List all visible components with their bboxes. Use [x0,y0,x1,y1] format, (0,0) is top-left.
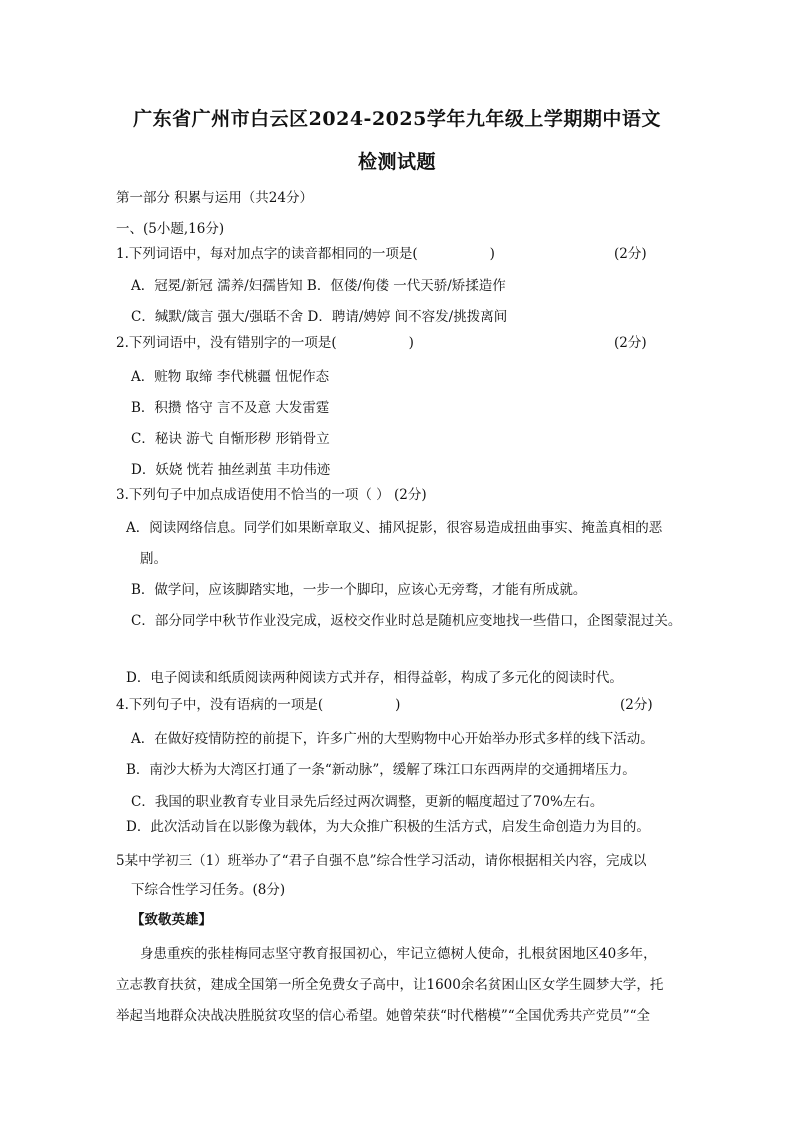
q4-option-c: C．我国的职业教育专业目录先后经过两次调整，更新的幅度超过了70%左右。 [131,794,604,810]
q3-option-d: D．电子阅读和纸质阅读两种阅读方式并存，相得益彰，构成了多元化的阅读时代。 [126,670,623,686]
section1-heading: 一、(5小题,16分) [116,221,225,237]
q4-stem-close: ) [395,697,401,713]
q3-option-b: B．做学问，应该脚踏实地，一步一个脚印，应该心无旁骛，才能有所成就。 [131,582,587,598]
q5-stem-line2: 下综合性学习任务。(8分) [131,882,286,898]
q4-stem [116,693,400,713]
q4-option-b: B．南沙大桥为大湾区打通了一条“新动脉”，缓解了珠江口东西两岸的交通拥堵压力。 [126,762,636,778]
q2-option-a: A．赃物 取缔 李代桃疆 忸怩作态 [131,369,330,385]
exam-title-line2: 检测试题 [357,151,436,173]
q5-passage-line2: 立志教育扶贫，建成全国第一所全免费女子高中，让1600余名贫困山区女学生圆梦大学，托 [116,977,664,993]
q4-option-a: A．在做好疫情防控的前提下，许多广州的大型购物中心开始举办形式多样的线下活动。 [131,731,654,747]
q4-stem-text: 4.下列句子中，没有语病的一项是( [116,697,324,713]
exam-title-line1: 广东省广州市白云区2024-2025学年九年级上学期期中语文 [133,108,661,130]
q3-option-c: C．部分同学中秋节作业没完成，返校交作业时总是随机应变地找一些借口，企图蒙混过关。 [131,613,682,629]
q5-stem-line1: 5某中学初三（1）班举办了“君子自强不息”综合性学习活动，请你根据相关内容，完成以 [116,853,647,869]
q2-stem [116,331,414,351]
q2-score: (2分) [614,335,647,351]
q1-option-cd: C．缄默/箴言 强大/强聒不舍 D．聘请/娉婷 间不容发/挑拨离间 [131,309,508,325]
q2-stem-text: 2.下列词语中，没有错别字的一项是( [116,335,337,351]
q1-option-ab: A．冠冕/新冠 濡养/妇孺皆知 B．伛偻/佝偻 一代天骄/矫揉造作 [131,278,506,294]
q1-stem-close: ) [489,246,495,262]
q5-passage-line3: 举起当地群众决战决胜脱贫攻坚的信心希望。她曾荣获“时代楷模”“全国优秀共产党员”“全 [116,1008,651,1024]
q1-stem-text: 1.下列词语中，每对加点字的读音都相同的一项是( [116,246,418,262]
q2-option-d: D．妖娆 恍若 抽丝剥茧 丰功伟迹 [131,462,331,478]
q1-score: (2分) [614,246,647,262]
q5-section-heading: 【致敬英雄】 [131,912,212,928]
part1-heading: 第一部分 积累与运用（共24分） [116,190,313,206]
q3-option-a-line1: A．阅读网络信息。同学们如果断章取义、捕风捉影，很容易造成扭曲事实、掩盖真相的恶 [126,520,663,536]
q2-option-c: C．秘诀 游弋 自惭形秽 形销骨立 [131,431,330,447]
q4-score: (2分) [620,697,653,713]
q5-passage-line1: 身患重疾的张桂梅同志坚守教育报国初心，牢记立德树人使命，扎根贫困地区40多年， [140,946,657,962]
q2-option-b: B．积攒 恪守 言不及意 大发雷霆 [131,400,330,416]
q2-stem-close: ) [408,335,414,351]
q3-stem: 3.下列句子中加点成语使用不恰当的一项（ ） (2分) [116,487,427,503]
q1-stem [116,242,495,262]
q4-option-d: D．此次活动旨在以影像为载体，为大众推广积极的生活方式，启发生命创造力为目的。 [126,819,650,835]
q3-option-a-line2: 剧。 [140,551,167,567]
